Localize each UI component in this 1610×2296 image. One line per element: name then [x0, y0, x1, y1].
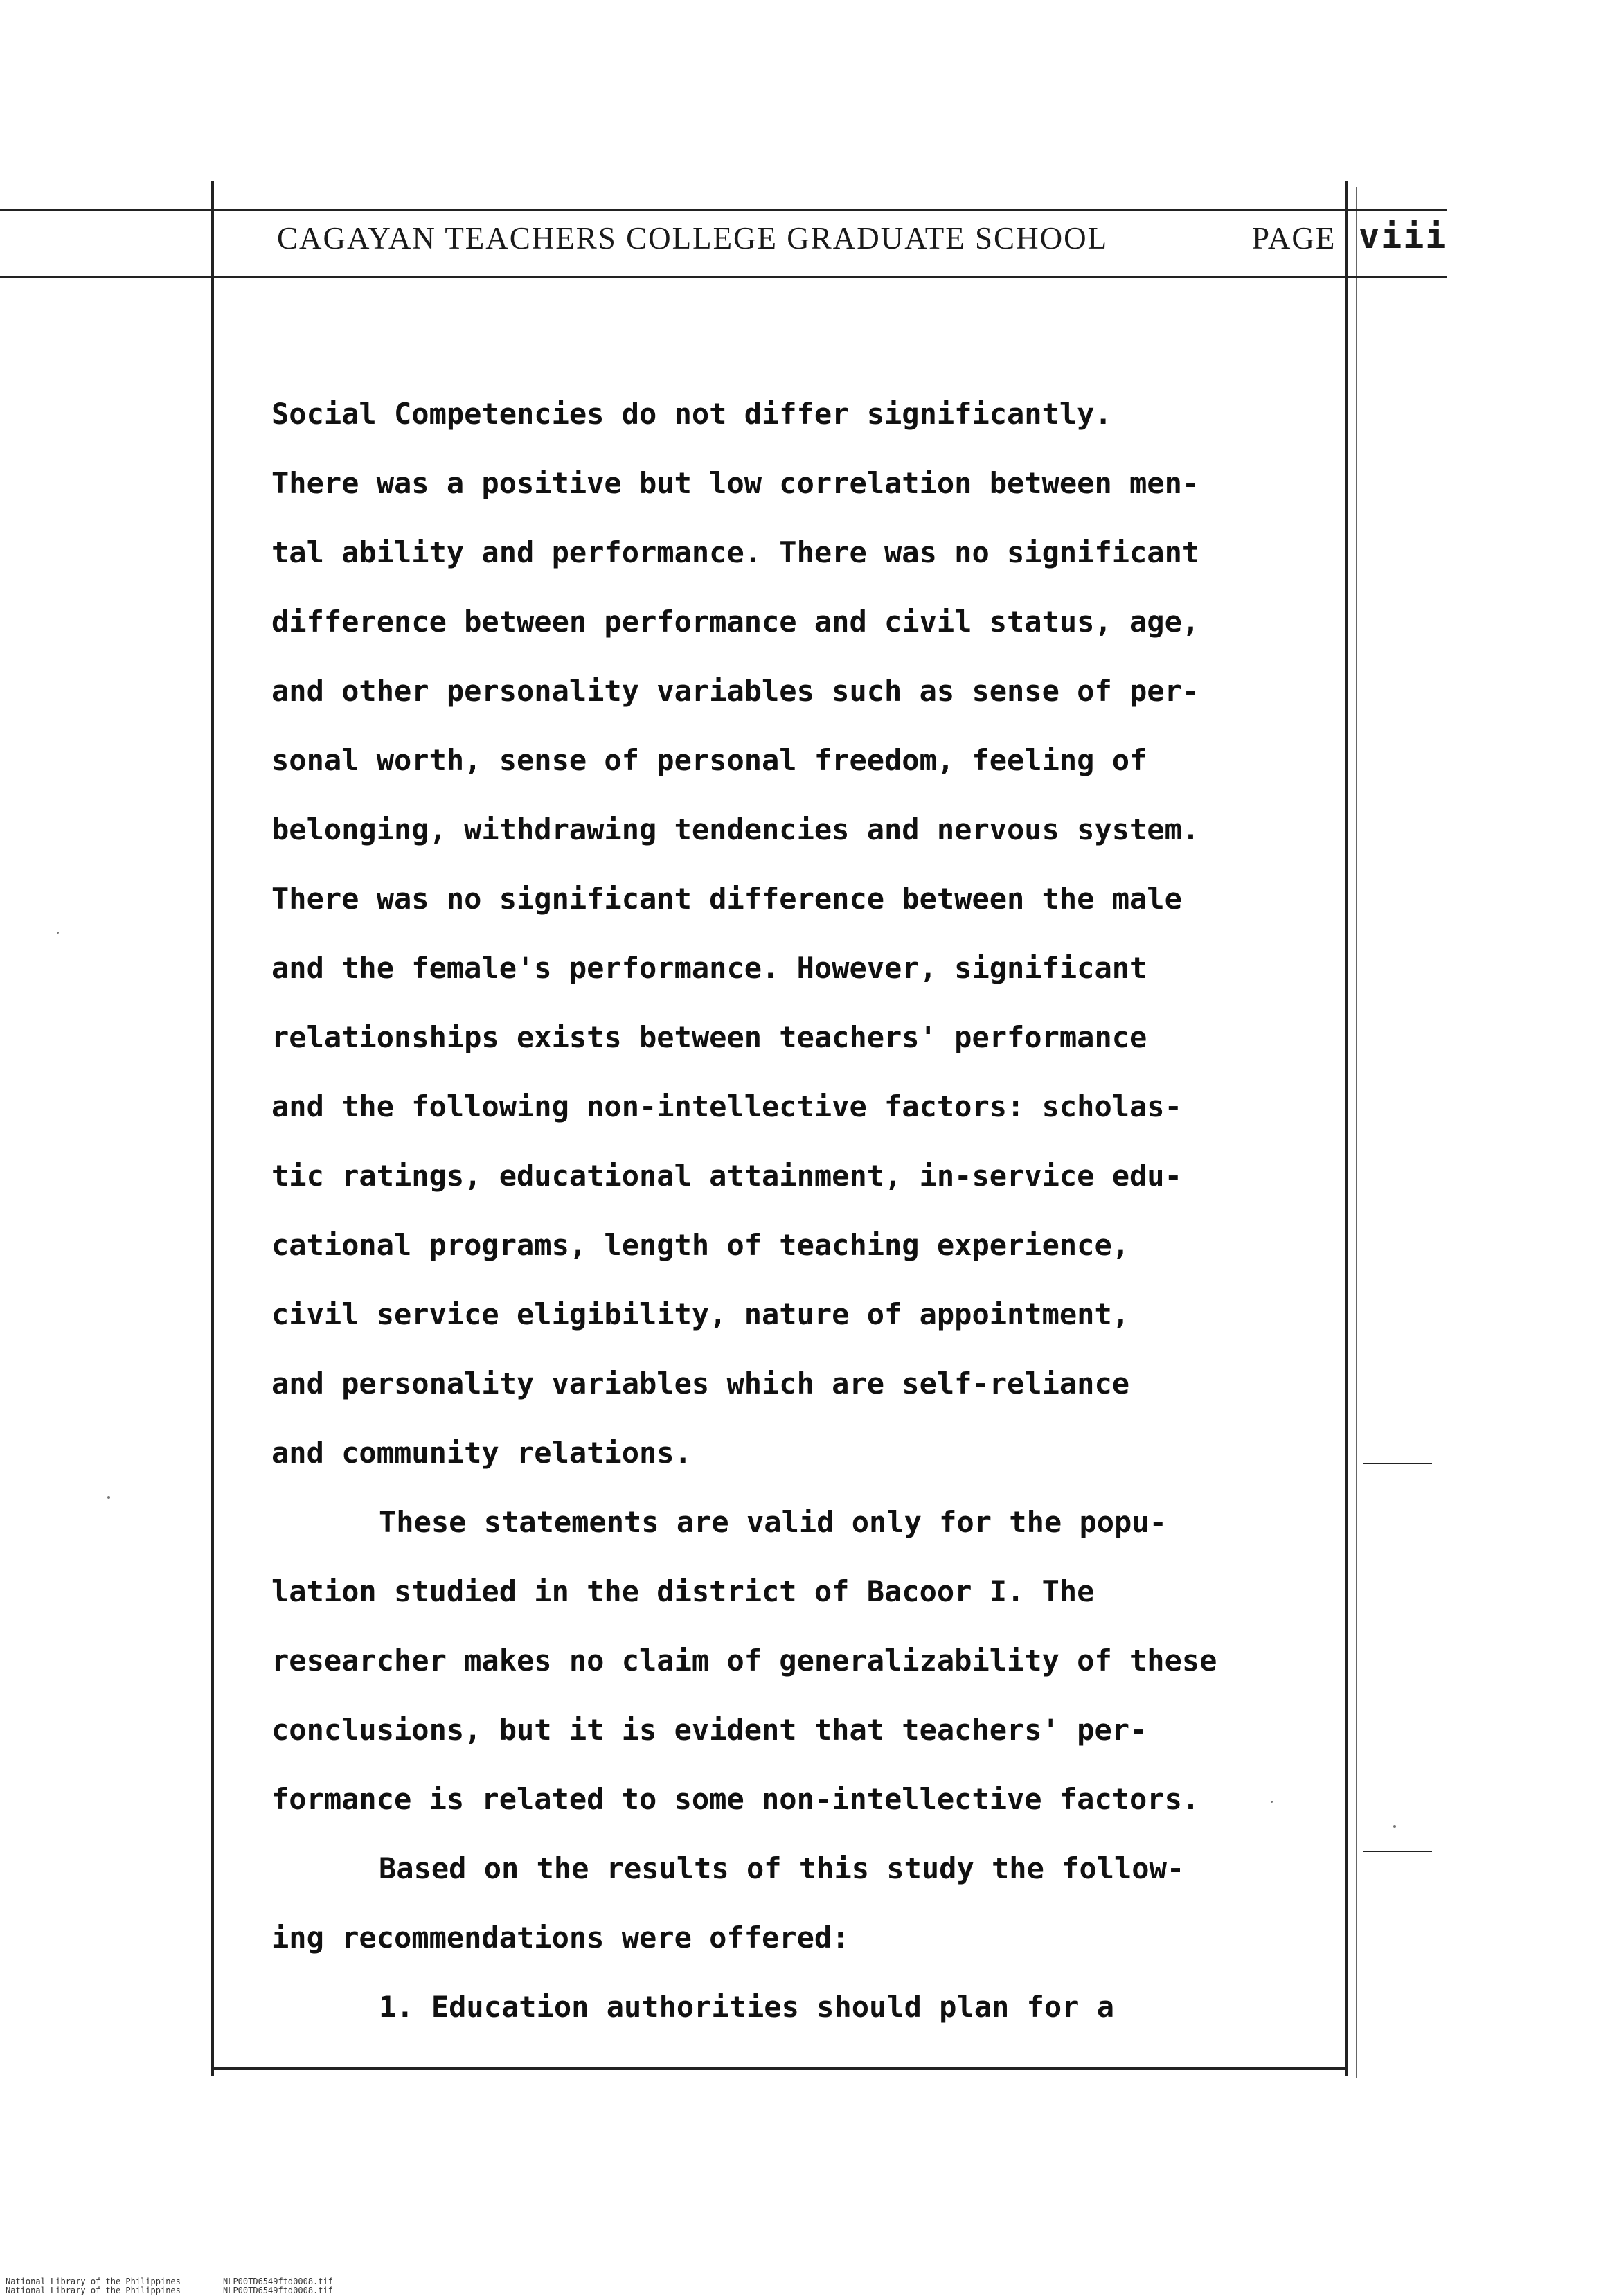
- footer-credit: National Library of the Philippines: [6, 2286, 181, 2295]
- frame-left-rule: [211, 181, 214, 2076]
- text-line: researcher makes no claim of generalizability of these: [271, 1644, 1217, 1677]
- scan-speck: [1393, 1825, 1396, 1828]
- header-page-label: PAGE: [1252, 221, 1336, 256]
- header-top-rule: [0, 209, 1447, 211]
- frame-right-rule-outer: [1356, 187, 1357, 2078]
- text-line: and personality variables which are self-reliance: [271, 1367, 1130, 1400]
- text-line: difference between performance and civil status, age,: [271, 605, 1200, 639]
- text-line: tal ability and performance. There was no significant: [271, 535, 1200, 569]
- header-bottom-rule: [0, 276, 1447, 278]
- text-line: and community relations.: [271, 1436, 692, 1470]
- text-line: ing recommendations were offered:: [271, 1921, 850, 1955]
- header-page-number: viii: [1359, 216, 1448, 256]
- footer-filename: NLP00TD6549ftd0008.tif: [223, 2277, 333, 2286]
- text-line: and the female's performance. However, significant: [271, 951, 1147, 985]
- margin-mark-1: [1363, 1463, 1432, 1464]
- margin-mark-2: [1363, 1851, 1432, 1852]
- body-text: [271, 380, 1352, 2042]
- text-line: and the following non-intellective factors: scholas-: [271, 1089, 1182, 1123]
- text-line: tic ratings, educational attainment, in-service edu-: [271, 1159, 1182, 1193]
- text-line: These statements are valid only for the popu-: [379, 1505, 1167, 1539]
- text-line: relationships exists between teachers' performance: [271, 1020, 1147, 1054]
- text-line: belonging, withdrawing tendencies and nervous system.: [271, 812, 1200, 846]
- footer-credit: National Library of the Philippines: [6, 2277, 181, 2286]
- text-line: sonal worth, sense of personal freedom, feeling of: [271, 743, 1147, 777]
- text-line: Based on the results of this study the follow-: [379, 1851, 1185, 1885]
- text-line: There was a positive but low correlation between men-: [271, 466, 1200, 500]
- text-line: civil service eligibility, nature of appointment,: [271, 1297, 1130, 1331]
- text-line: conclusions, but it is evident that teachers' per-: [271, 1713, 1147, 1747]
- text-line: There was no significant difference between the male: [271, 882, 1182, 916]
- header-title: CAGAYAN TEACHERS COLLEGE GRADUATE SCHOOL: [277, 221, 1109, 256]
- footer-filename: NLP00TD6549ftd0008.tif: [223, 2286, 333, 2295]
- text-line: cational programs, length of teaching experience,: [271, 1228, 1130, 1262]
- text-line: formance is related to some non-intellective factors.: [271, 1782, 1200, 1816]
- text-line: lation studied in the district of Bacoor I. The: [271, 1574, 1095, 1608]
- text-line: Social Competencies do not differ significantly.: [271, 397, 1112, 431]
- text-line: 1. Education authorities should plan for a: [379, 1990, 1115, 2024]
- footer-rule: [211, 2067, 1347, 2070]
- scan-speck: [107, 1496, 110, 1499]
- scan-speck: [57, 932, 59, 934]
- text-line: and other personality variables such as sense of per-: [271, 674, 1200, 708]
